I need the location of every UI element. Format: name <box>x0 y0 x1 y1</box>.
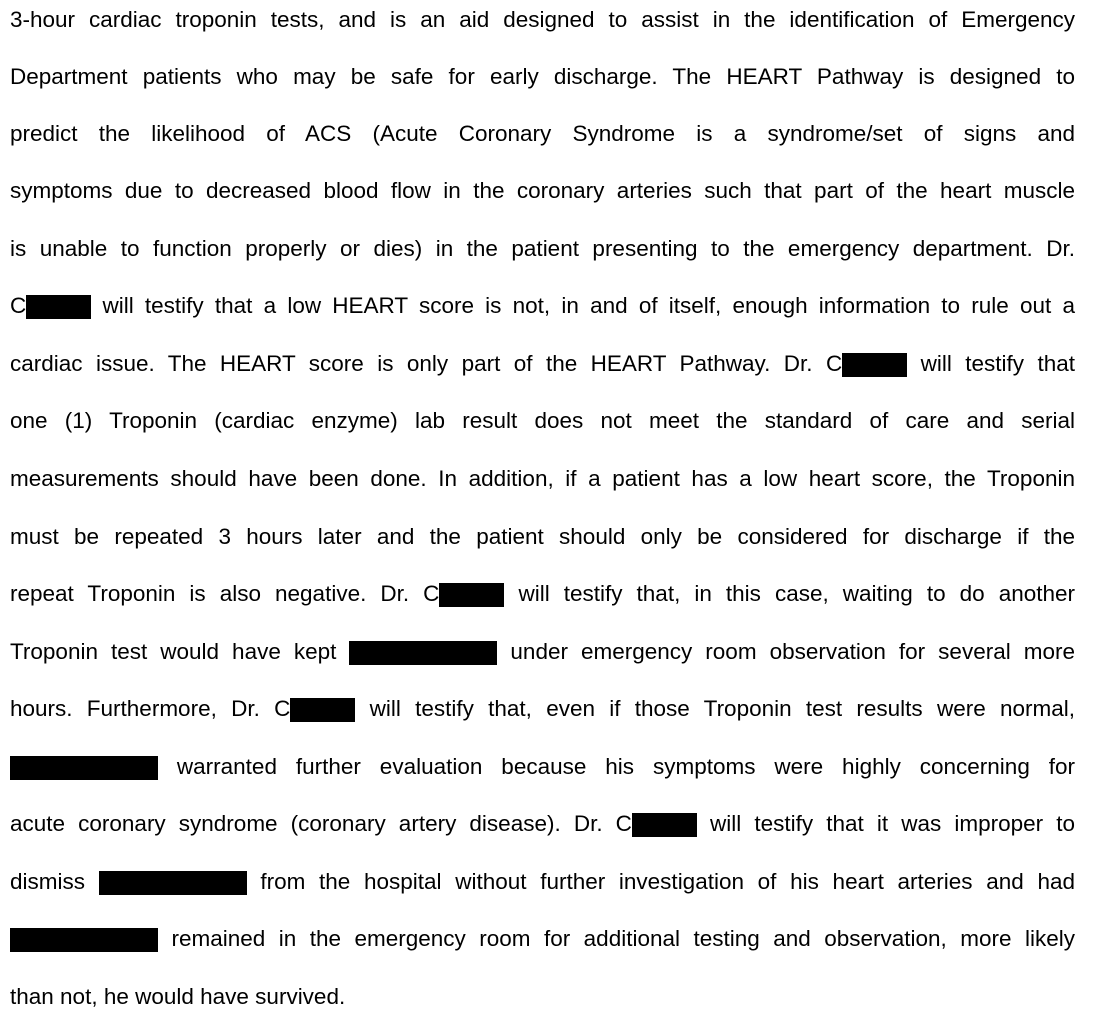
line-text: will testify that, in this case, waiting to do another <box>504 581 1076 606</box>
line-text: warranted further evaluation because his symptoms were highly concerning for <box>158 754 1075 779</box>
paragraph-line <box>10 632 1075 672</box>
redaction-bar <box>632 813 697 837</box>
redaction-bar <box>290 698 355 722</box>
line-text: Department patients who may be safe for early discharge. The HEART Pathway is designed to <box>10 64 1075 89</box>
line-text: will testify that a low HEART score is not, in and of itself, enough information to rule out a <box>91 293 1075 318</box>
redaction-bar <box>349 641 497 665</box>
paragraph-line <box>10 804 1075 844</box>
redaction-bar <box>26 295 91 319</box>
paragraph-line <box>10 114 1075 154</box>
redaction-bar <box>99 871 247 895</box>
line-text: measurements should have been done. In addition, if a patient has a low heart score, the Troponin <box>10 466 1075 491</box>
line-text: will testify that <box>907 351 1076 376</box>
paragraph-line <box>10 517 1075 557</box>
paragraph-line <box>10 171 1075 211</box>
line-text: will testify that, even if those Troponin test results were normal, <box>355 696 1075 721</box>
paragraph-line <box>10 286 1075 326</box>
redaction-bar <box>842 353 907 377</box>
line-text: predict the likelihood of ACS (Acute Coronary Syndrome is a syndrome/set of signs and <box>10 121 1075 146</box>
line-text: repeat Troponin is also negative. Dr. C <box>10 581 440 606</box>
line-text: than not, he would have survived. <box>10 984 346 1009</box>
paragraph-line <box>10 977 1075 1017</box>
line-text: is unable to function properly or dies) in the patient presenting to the emergency department. Dr. <box>10 236 1075 261</box>
paragraph-line <box>10 919 1075 959</box>
line-text: hours. Furthermore, Dr. C <box>10 696 291 721</box>
line-text: symptoms due to decreased blood flow in the coronary arteries such that part of the heart muscle <box>10 178 1075 203</box>
paragraph-line <box>10 574 1075 614</box>
redaction-bar <box>439 583 504 607</box>
line-text: remained in the emergency room for additional testing and observation, more likely <box>158 926 1075 951</box>
line-text: one (1) Troponin (cardiac enzyme) lab result does not meet the standard of care and serial <box>10 408 1075 433</box>
redaction-bar <box>10 756 158 780</box>
line-text: will testify that it was improper to <box>696 811 1075 836</box>
line-text: under emergency room observation for several more <box>497 639 1075 664</box>
line-text: C <box>10 293 27 318</box>
paragraph-line <box>10 229 1075 269</box>
line-text: 3-hour cardiac troponin tests, and is an aid designed to assist in the identification of Emergency <box>10 7 1075 32</box>
line-text: acute coronary syndrome (coronary artery disease). Dr. C <box>10 811 632 836</box>
paragraph-line <box>10 689 1075 729</box>
paragraph-line <box>10 459 1075 499</box>
line-text: from the hospital without further investigation of his heart arteries and had <box>246 869 1075 894</box>
line-text: cardiac issue. The HEART score is only part of the HEART Pathway. Dr. C <box>10 351 843 376</box>
paragraph-line <box>10 747 1075 787</box>
paragraph-line <box>10 344 1075 384</box>
paragraph-line <box>10 401 1075 441</box>
redaction-bar <box>10 928 158 952</box>
line-text: Troponin test would have kept <box>10 639 350 664</box>
paragraph-line <box>10 862 1075 902</box>
line-text: dismiss <box>10 869 99 894</box>
paragraph-line <box>10 57 1075 97</box>
paragraph-line <box>10 0 1075 40</box>
line-text: must be repeated 3 hours later and the patient should only be considered for discharge if the <box>10 524 1075 549</box>
